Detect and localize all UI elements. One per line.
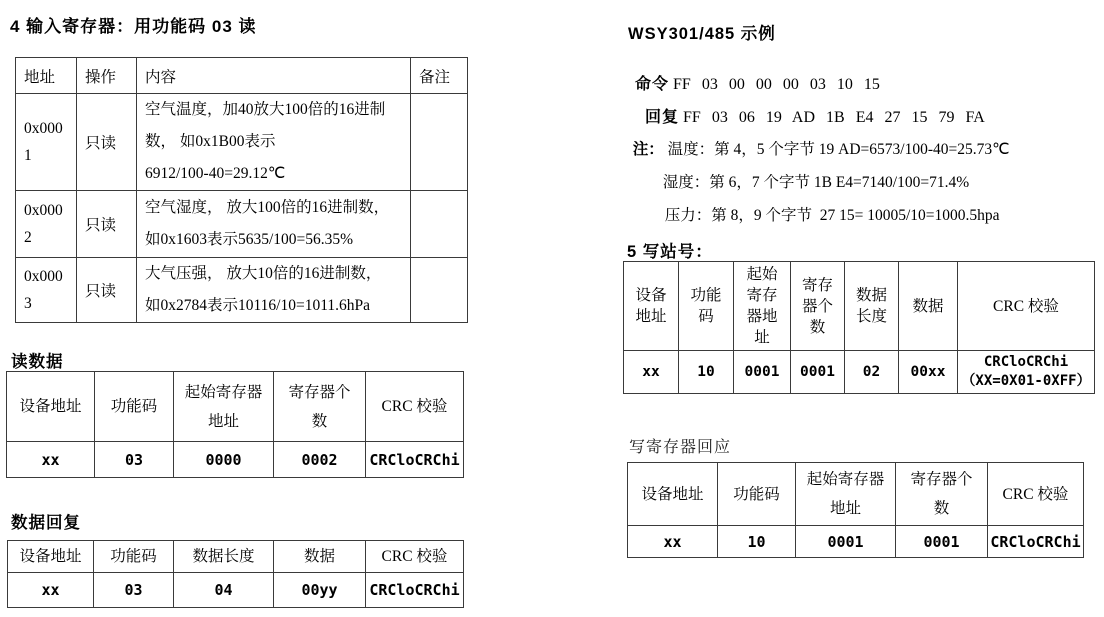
note-label: 注：	[632, 141, 664, 158]
table-header-row	[624, 262, 1095, 351]
header-address: 地址	[16, 58, 77, 94]
register-table-header-row	[16, 58, 468, 94]
value-crc: CRCloCRChi	[988, 526, 1084, 558]
table-header-row	[7, 372, 464, 442]
value-start-register: 0000	[174, 442, 274, 478]
value-start-register: 0001	[734, 351, 791, 394]
operation-cell: 只读	[77, 191, 137, 258]
header-register-count: 寄存器个数	[791, 262, 845, 351]
header-function-code: 功能码	[718, 463, 796, 526]
value-data-length: 02	[845, 351, 899, 394]
table-value-row	[8, 573, 464, 608]
note-pressure: 压力：第 8，9 个字节 27 15= 10005/10=1000.5hpa	[664, 207, 1000, 224]
header-note: 备注	[411, 58, 468, 94]
header-device-address: 设备地址	[624, 262, 679, 351]
header-operation: 操作	[77, 58, 137, 94]
header-device-address: 设备地址	[628, 463, 718, 526]
content-cell: 大气压强， 放大10倍的16进制数， 如0x2784表示10116/10=1011.6hPa	[137, 258, 411, 323]
example-title: WSY301/485 示例	[628, 25, 776, 43]
header-crc: CRC 校验	[366, 372, 464, 442]
header-data: 数据	[899, 262, 958, 351]
section-title-write-station: 5 写站号：	[627, 243, 713, 261]
note-cell	[411, 258, 468, 323]
reply-bytes: FF 03 06 19 AD 1B E4 27 15 79 FA	[683, 109, 985, 126]
header-device-address: 设备地址	[8, 541, 94, 573]
table-value-row	[7, 442, 464, 478]
section-title-input-registers: 4 输入寄存器：用功能码 03 读	[10, 17, 257, 36]
note-temperature: 注： 温度：第 4，5 个字节 19 AD=6573/100-40=25.73℃	[632, 141, 1010, 158]
address-cell: 0x000 1	[16, 94, 77, 191]
header-device-address: 设备地址	[7, 372, 95, 442]
header-function-code: 功能码	[679, 262, 734, 351]
value-device-address: xx	[624, 351, 679, 394]
register-row-3	[16, 258, 468, 323]
header-start-register: 起始寄存器地址	[734, 262, 791, 351]
header-crc: CRC 校验	[958, 262, 1095, 351]
data-reply-title: 数据回复	[11, 514, 81, 532]
address-cell: 0x000 2	[16, 191, 77, 258]
value-start-register: 0001	[796, 526, 896, 558]
table-value-row	[624, 351, 1095, 394]
value-function-code: 10	[718, 526, 796, 558]
header-content: 内容	[137, 58, 411, 94]
value-register-count: 0001	[896, 526, 988, 558]
write-register-reply-title: 写寄存器回应	[629, 439, 732, 456]
header-crc: CRC 校验	[988, 463, 1084, 526]
command-label: 命令	[635, 76, 670, 93]
value-device-address: xx	[8, 573, 94, 608]
data-reply-table	[7, 540, 464, 608]
header-crc: CRC 校验	[366, 541, 464, 573]
header-register-count: 寄存器个数	[274, 372, 366, 442]
value-data: 00yy	[274, 573, 366, 608]
command-bytes: FF 03 00 00 00 03 10 15	[673, 76, 880, 93]
header-start-register: 起始寄存器地址	[174, 372, 274, 442]
value-crc: CRCloCRChi （XX=0X01-0XFF）	[958, 351, 1095, 394]
reply-label: 回复	[645, 109, 680, 126]
header-data-length: 数据长度	[174, 541, 274, 573]
value-data-length: 04	[174, 573, 274, 608]
header-function-code: 功能码	[95, 372, 174, 442]
register-row-1	[16, 94, 468, 191]
header-function-code: 功能码	[94, 541, 174, 573]
note-cell	[411, 191, 468, 258]
value-device-address: xx	[7, 442, 95, 478]
value-data: 00xx	[899, 351, 958, 394]
register-table	[15, 57, 468, 323]
note-humidity: 湿度：第 6，7 个字节 1B E4=7140/100=71.4%	[662, 174, 970, 191]
operation-cell: 只读	[77, 94, 137, 191]
value-function-code: 03	[94, 573, 174, 608]
table-header-row	[8, 541, 464, 573]
header-register-count: 寄存器个数	[896, 463, 988, 526]
header-start-register: 起始寄存器地址	[796, 463, 896, 526]
value-register-count: 0001	[791, 351, 845, 394]
read-data-title: 读数据	[11, 353, 64, 371]
register-row-2	[16, 191, 468, 258]
header-data: 数据	[274, 541, 366, 573]
read-request-table	[6, 371, 464, 478]
value-register-count: 0002	[274, 442, 366, 478]
value-function-code: 10	[679, 351, 734, 394]
content-cell: 空气温度，加40放大100倍的16进制 数， 如0x1B00表示 6912/100-40=29.12℃	[137, 94, 411, 191]
value-crc: CRCloCRChi	[366, 442, 464, 478]
operation-cell: 只读	[77, 258, 137, 323]
note-cell	[411, 94, 468, 191]
header-data-length: 数据长度	[845, 262, 899, 351]
value-device-address: xx	[628, 526, 718, 558]
value-crc: CRCloCRChi	[366, 573, 464, 608]
content-cell: 空气湿度， 放大100倍的16进制数， 如0x1603表示5635/100=56.35%	[137, 191, 411, 258]
write-register-reply-table	[627, 462, 1084, 558]
address-cell: 0x000 3	[16, 258, 77, 323]
table-header-row	[628, 463, 1084, 526]
value-function-code: 03	[95, 442, 174, 478]
write-station-table	[623, 261, 1095, 394]
table-value-row	[628, 526, 1084, 558]
